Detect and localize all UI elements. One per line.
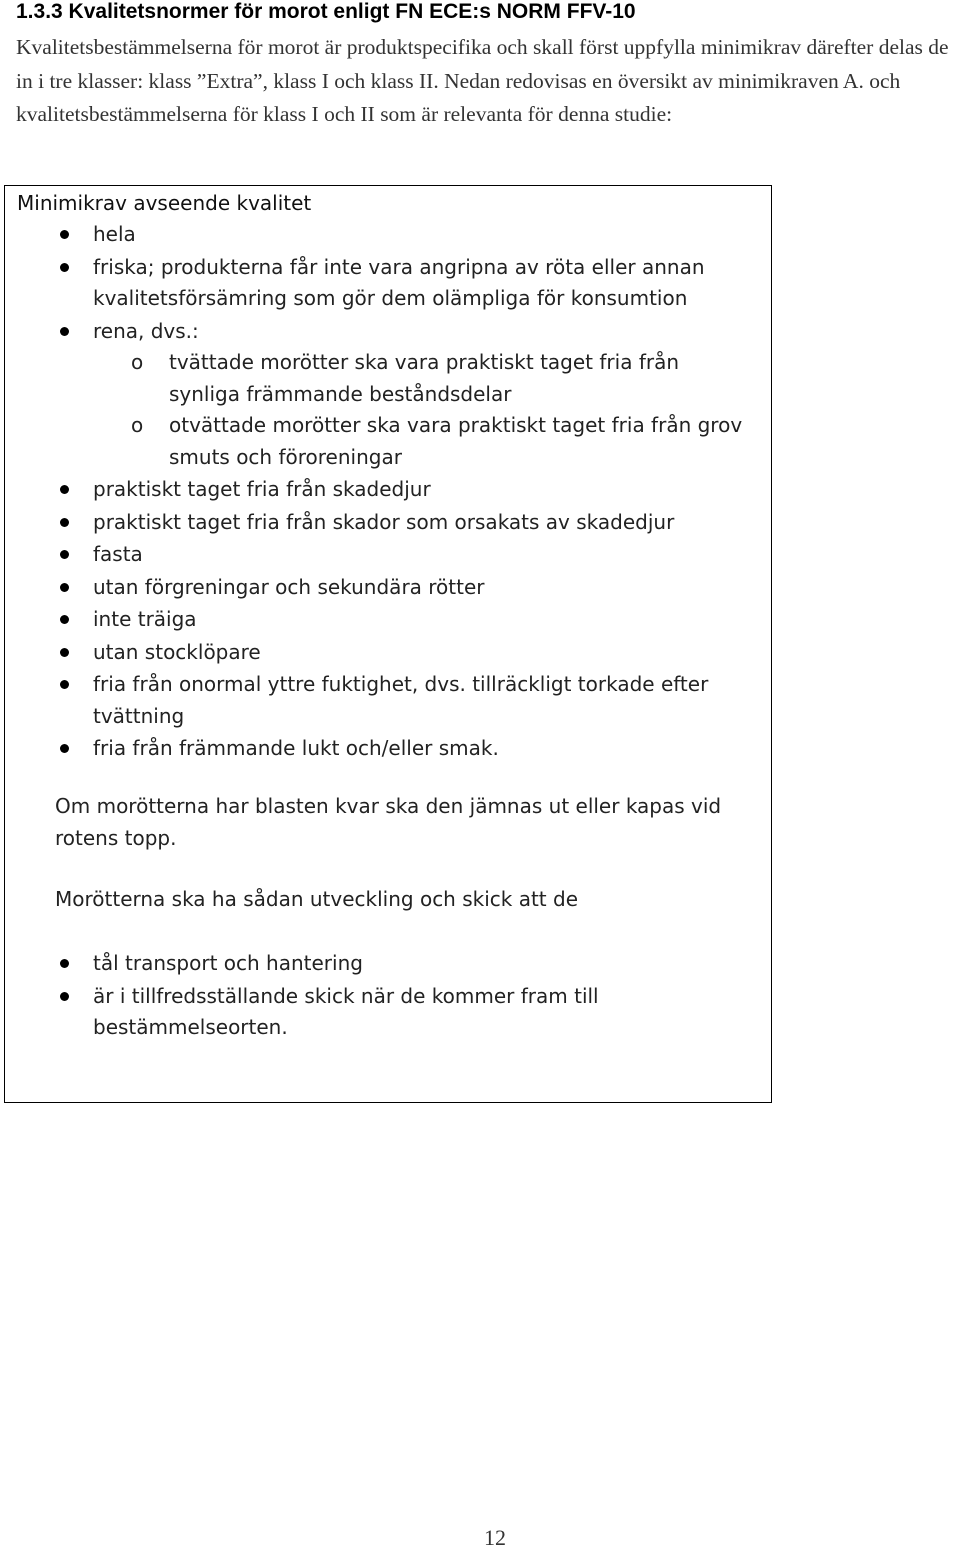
- bullet-icon: [60, 327, 69, 336]
- list-item: [5, 539, 771, 571]
- requirements-list: [5, 219, 771, 766]
- list-item-text: fria från onormal yttre fuktighet, dvs. tillräckligt torkade efter tvättning: [93, 672, 709, 728]
- sublist-item-text: tvättade morötter ska vara praktiskt taget fria från synliga främmande beståndsdelar: [169, 350, 680, 406]
- bullet-icon: [60, 648, 69, 657]
- list-item-text: utan stocklöpare: [93, 639, 261, 664]
- bullet-icon: [60, 680, 69, 689]
- section-heading: 1.3.3 Kvalitetsnormer för morot enligt FN ECE:s NORM FFV-10: [16, 0, 636, 23]
- page-number: 12: [484, 1525, 506, 1550]
- list-item: [5, 507, 771, 539]
- list-item: [5, 637, 771, 669]
- bullet-icon: [60, 744, 69, 753]
- list-item-text: hela: [93, 222, 136, 246]
- bullet-icon: [60, 485, 69, 494]
- box-title: Minimikrav avseende kvalitet: [17, 191, 312, 215]
- list-item: [5, 604, 771, 636]
- bullet-icon: [60, 550, 69, 559]
- list-item: [5, 252, 771, 315]
- list-item-text: är i tillfredsställande skick när de kommer fram till bestämmelseorten.: [93, 983, 599, 1039]
- intro-paragraph: Kvalitetsbestämmelserna för morot är produktspecifika och skall först uppfylla minimikrav därefter delas de in i tre klasser: klass ”Extra”, klass I och klass II. Nedan redovisas en översikt av minimikraven A. och kvalitetsbestämmelserna för klass I och II som är relevanta för denna studie:: [16, 35, 949, 126]
- sublist-item-text: otvättade morötter ska vara praktiskt taget fria från grov smuts och föroreningar: [169, 413, 743, 469]
- list-item: [5, 981, 771, 1044]
- sublist-item: [93, 410, 761, 473]
- list-item-text: tål transport och hantering: [93, 951, 363, 975]
- list-item: [5, 733, 771, 765]
- bullet-icon: [60, 263, 69, 272]
- condition-paragraph: Morötterna ska ha sådan utveckling och skick att de: [55, 887, 579, 911]
- list-item-text: inte träiga: [93, 607, 197, 631]
- circle-marker-icon: o: [131, 413, 144, 437]
- bullet-icon: [60, 615, 69, 624]
- bullet-icon: [60, 583, 69, 592]
- list-item-text: rena, dvs.:: [93, 318, 199, 343]
- bullet-icon: [60, 992, 69, 1001]
- circle-marker-icon: o: [131, 350, 144, 374]
- list-item-text: friska; produkterna får inte vara angripna av röta eller annan kvalitetsförsämring som gör dem olämpliga för konsumtion: [93, 254, 705, 310]
- cleanliness-sublist: [93, 347, 761, 473]
- condition-list: [5, 948, 771, 1045]
- list-item: [5, 219, 771, 251]
- list-item: [5, 669, 771, 732]
- list-item: [5, 572, 771, 604]
- bullet-icon: [60, 230, 69, 239]
- list-item: [5, 316, 771, 474]
- list-item: [5, 474, 771, 506]
- bullet-icon: [60, 959, 69, 968]
- bullet-icon: [60, 518, 69, 527]
- list-item-text: fasta: [93, 542, 143, 566]
- sublist-item: [93, 347, 761, 410]
- list-item-text: fria från främmande lukt och/eller smak.: [93, 736, 499, 760]
- list-item: [5, 948, 771, 980]
- tops-paragraph: Om morötterna har blasten kvar ska den jämnas ut eller kapas vid rotens topp.: [55, 794, 722, 850]
- list-item-text: praktiskt taget fria från skadedjur: [93, 477, 431, 501]
- list-item-text: praktiskt taget fria från skador som orsakats av skadedjur: [93, 509, 675, 534]
- minimum-requirements-box: [4, 185, 772, 1103]
- list-item-text: utan förgreningar och sekundära rötter: [93, 574, 485, 599]
